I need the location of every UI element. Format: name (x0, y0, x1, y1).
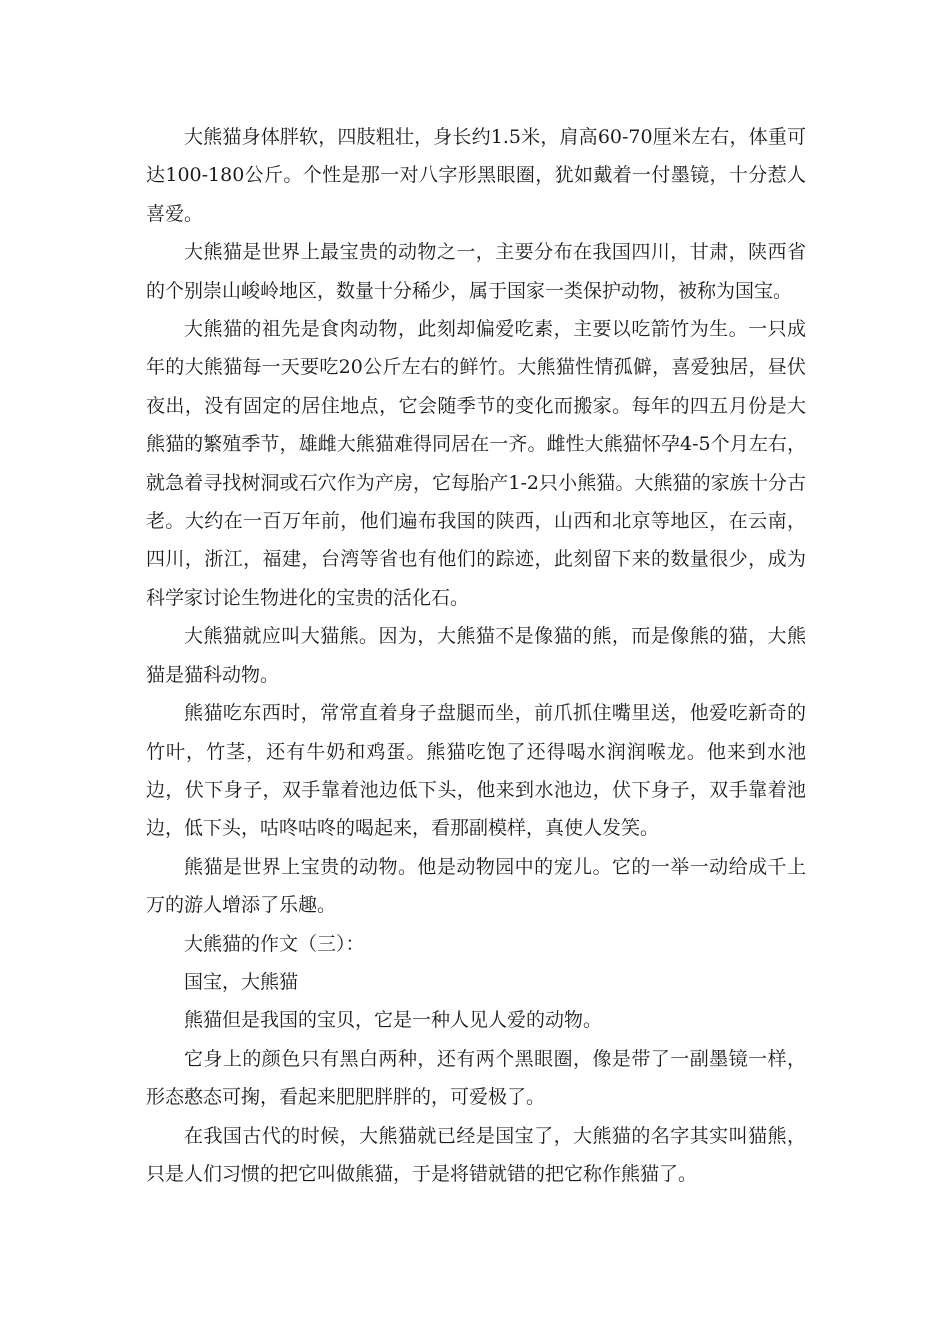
paragraph-body-dimensions: 大熊猫身体胖软，四肢粗壮，身长约1.5米，肩高60-70厘米左右，体重可达100-180公斤。个性是那一对八字形黑眼圈，犹如戴着一付墨镜，十分惹人喜爱。 (146, 126, 806, 225)
section-heading: 大熊猫的作文（三）： (184, 932, 365, 955)
paragraph-distribution: 大熊猫是世界上最宝贵的动物之一，主要分布在我国四川，甘肃，陕西省的个别崇山峻岭地区，数量十分稀少，属于国家一类保护动物，被称为国宝。 (146, 241, 806, 302)
paragraph-eating: 熊猫吃东西时，常常直着身子盘腿而坐，前爪抓住嘴里送，他爱吃新奇的竹叶，竹茎，还有牛奶和鸡蛋。熊猫吃饱了还得喝水润润喉龙。他来到水池边，伏下身子，双手靠着池边低下头，他来到水池边，伏下身子，双手靠着池边，低下头，咕咚咕咚的喝起来，看那副模样，真使人发笑。 (146, 702, 806, 840)
paragraph-appearance: 它身上的颜色只有黑白两种，还有两个黑眼圈，像是带了一副墨镜一样，形态憨态可掬，看起来肥肥胖胖的，可爱极了。 (146, 1047, 806, 1109)
paragraph-diet-habits: 大熊猫的祖先是食肉动物，此刻却偏爱吃素，主要以吃箭竹为生。一只成年的大熊猫每一天要吃20公斤左右的鲜竹。大熊猫性情孤僻，喜爱独居，昼伏夜出，没有固定的居住地点，它会随季节的变化而搬家。每年的四五月份是大熊猫的繁殖季节，雄雌大熊猫难得同居在一齐。雌性大熊猫怀孕4-5个月左右，就急着寻找树洞或石穴作为产房，它每胎产1-2只小熊猫。大熊猫的家族十分古老。大约在一百万年前，他们遍布我国的陕西，山西和北京等地区，在云南，四川，浙江，福建，台湾等省也有他们的踪迹，此刻留下来的数量很少，成为科学家讨论生物进化的宝贵的活化石。 (146, 318, 806, 609)
paragraph-history: 在我国古代的时候，大熊猫就已经是国宝了，大熊猫的名字其实叫猫熊，只是人们习惯的把它叫做熊猫，于是将错就错的把它称作熊猫了。 (146, 1124, 806, 1185)
paragraph-naming: 大熊猫就应叫大猫熊。因为，大熊猫不是像猫的熊，而是像熊的猫，大熊猫是猫科动物。 (146, 625, 806, 686)
essay-title: 国宝，大熊猫 (184, 970, 299, 993)
document-body (146, 118, 806, 1193)
paragraph-treasure: 熊猫但是我国的宝贝，它是一种人见人爱的动物。 (184, 1009, 603, 1032)
paragraph-zoo: 熊猫是世界上宝贵的动物。他是动物园中的宠儿。它的一举一动给成千上万的游人增添了乐趣。 (146, 855, 806, 917)
